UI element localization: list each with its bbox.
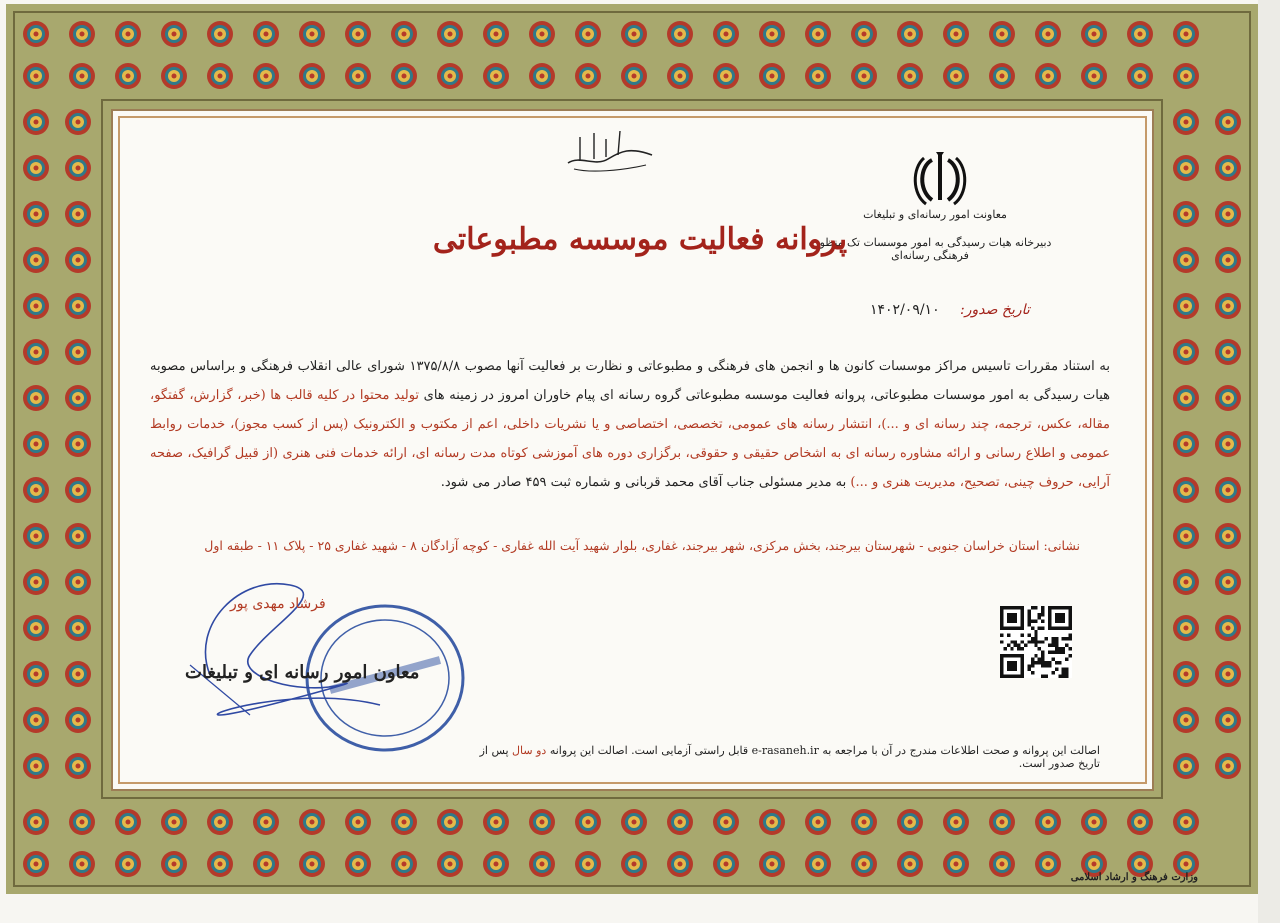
border-flower-ornament	[1173, 201, 1199, 227]
border-flower-ornament	[1173, 809, 1199, 835]
border-flower-ornament	[207, 21, 233, 47]
border-flower-ornament	[621, 21, 647, 47]
border-flower-ornament	[1173, 753, 1199, 779]
border-flower-ornament	[69, 21, 95, 47]
border-flower-ornament	[253, 63, 279, 89]
border-flower-ornament	[1081, 21, 1107, 47]
border-flower-ornament	[23, 431, 49, 457]
footer-note-part-3: پس از تاریخ صدور است.	[479, 744, 1100, 770]
border-flower-ornament	[23, 477, 49, 503]
border-flower-ornament	[69, 809, 95, 835]
border-flower-ornament	[23, 661, 49, 687]
border-flower-ornament	[1173, 339, 1199, 365]
issue-date-value: ۱۴۰۲/۰۹/۱۰	[870, 302, 940, 318]
border-flower-ornament	[529, 851, 555, 877]
border-flower-ornament	[1127, 809, 1153, 835]
footer-site-link[interactable]: e-rasaneh.ir	[751, 744, 819, 757]
border-flower-ornament	[65, 201, 91, 227]
border-flower-ornament	[253, 809, 279, 835]
border-flower-ornament	[207, 63, 233, 89]
border-flower-ornament	[759, 21, 785, 47]
border-flower-ornament	[1173, 707, 1199, 733]
border-flower-ornament	[805, 21, 831, 47]
border-flower-ornament	[115, 63, 141, 89]
border-flower-ornament	[299, 851, 325, 877]
border-flower-ornament	[437, 21, 463, 47]
signer-name: فرشاد مهدی پور	[230, 596, 326, 612]
border-flower-ornament	[115, 21, 141, 47]
border-flower-ornament	[943, 63, 969, 89]
certificate-title: پروانه فعالیت موسسه مطبوعاتی	[432, 222, 848, 257]
border-flower-ornament	[897, 21, 923, 47]
body-part-2: تولید محتوا در کلیه قالب ها (خبر، گزارش، گفتگو، مقاله، عکس، ترجمه، چند رسانه ای و ...)، انتشار رسانه های عمومی، تخصصی، اختصاصی و یا نشریات داخلی، اعم از مکتوب و الکترونیک (پس از کسب مجوز)، خدمات روابط عمومی و اطلاع رسانی و ارائه مشاوره رسانه ای به اشخاص حقیقی و حقوقی، برگزاری دوره های آموزشی کوتاه مدت رسانه ای، ارائه خدمات فنی هنری (از قبیل گرافیک، صفحه آرایی، حروف چینی، تصحیح، مدیریت هنری و ...)	[150, 388, 1110, 490]
border-flower-ornament	[575, 63, 601, 89]
border-flower-ornament	[65, 385, 91, 411]
border-flower-ornament	[23, 809, 49, 835]
border-flower-ornament	[1173, 431, 1199, 457]
border-flower-ornament	[1173, 109, 1199, 135]
border-flower-ornament	[65, 339, 91, 365]
border-flower-ornament	[1215, 247, 1241, 273]
border-flower-ornament	[713, 63, 739, 89]
border-flower-ornament	[65, 431, 91, 457]
border-flower-ornament	[345, 63, 371, 89]
border-flower-ornament	[1173, 385, 1199, 411]
border-flower-ornament	[759, 809, 785, 835]
scan-margin	[1258, 0, 1280, 923]
border-flower-ornament	[1215, 661, 1241, 687]
border-flower-ornament	[1035, 809, 1061, 835]
border-flower-ornament	[667, 21, 693, 47]
border-flower-ornament	[897, 63, 923, 89]
border-flower-ornament	[23, 63, 49, 89]
address-line: نشانی: استان خراسان جنوبی - شهرستان بیرجند، بخش مرکزی، شهر بیرجند، غفاری، بلوار شهید آیت الله غفاری - کوچه آزادگان ۸ - شهید غفاری ۲۵ - پلاک ۱۱ - طبقه اول	[204, 538, 1080, 553]
body-part-1: به استناد مقررات تاسیس مراکز موسسات کانون ها و انجمن های فرهنگی و مطبوعاتی و نظارت بر فعالیت آنها مصوب ۱۳۷۵/۸/۸ شورای عالی انقلاب فرهنگی و براساس مصوبه هیات رسیدگی به امور موسسات مطبوعاتی، پروانه فعالیت موسسه مطبوعاتی گروه رسانه ای پیام خاوران امروز در زمینه های	[150, 359, 1110, 403]
border-flower-ornament	[1173, 523, 1199, 549]
border-flower-ornament	[805, 63, 831, 89]
border-flower-ornament	[759, 63, 785, 89]
certificate-body	[150, 352, 1110, 497]
border-flower-ornament	[65, 293, 91, 319]
border-flower-ornament	[1215, 293, 1241, 319]
border-flower-ornament	[1173, 247, 1199, 273]
border-flower-ornament	[759, 851, 785, 877]
border-flower-ornament	[1173, 155, 1199, 181]
border-flower-ornament	[621, 851, 647, 877]
border-flower-ornament	[1173, 569, 1199, 595]
border-flower-ornament	[851, 809, 877, 835]
border-flower-ornament	[1173, 477, 1199, 503]
border-flower-ornament	[1215, 753, 1241, 779]
border-flower-ornament	[161, 63, 187, 89]
border-flower-ornament	[575, 21, 601, 47]
border-flower-ornament	[23, 753, 49, 779]
border-flower-ornament	[483, 63, 509, 89]
border-flower-ornament	[345, 809, 371, 835]
border-flower-ornament	[69, 63, 95, 89]
border-flower-ornament	[65, 753, 91, 779]
border-flower-ornament	[943, 851, 969, 877]
border-flower-ornament	[253, 21, 279, 47]
signer-title: معاون امور رسانه ای و تبلیغات	[185, 662, 420, 683]
border-flower-ornament	[207, 809, 233, 835]
border-flower-ornament	[207, 851, 233, 877]
border-flower-ornament	[1215, 431, 1241, 457]
border-flower-ornament	[1173, 63, 1199, 89]
border-flower-ornament	[65, 523, 91, 549]
border-flower-ornament	[851, 851, 877, 877]
border-flower-ornament	[65, 615, 91, 641]
border-flower-ornament	[1127, 63, 1153, 89]
border-flower-ornament	[23, 339, 49, 365]
border-flower-ornament	[529, 63, 555, 89]
border-flower-ornament	[989, 809, 1015, 835]
border-flower-ornament	[65, 477, 91, 503]
border-flower-ornament	[65, 109, 91, 135]
border-flower-ornament	[483, 21, 509, 47]
border-flower-ornament	[1173, 293, 1199, 319]
border-flower-ornament	[667, 63, 693, 89]
border-flower-ornament	[437, 851, 463, 877]
border-flower-ornament	[1215, 523, 1241, 549]
border-flower-ornament	[943, 809, 969, 835]
iran-emblem-icon	[908, 150, 972, 210]
border-flower-ornament	[1081, 809, 1107, 835]
qr-code-icon[interactable]	[1000, 606, 1072, 678]
border-flower-ornament	[805, 809, 831, 835]
border-flower-ornament	[1173, 21, 1199, 47]
border-flower-ornament	[299, 63, 325, 89]
footer-note	[455, 744, 1100, 770]
footer-note-part-1: اصالت این پروانه و صحت اطلاعات مندرج در آن با مراجعه به	[822, 744, 1100, 757]
border-flower-ornament	[65, 569, 91, 595]
border-flower-ornament	[621, 809, 647, 835]
border-flower-ornament	[851, 21, 877, 47]
border-flower-ornament	[23, 385, 49, 411]
border-flower-ornament	[65, 661, 91, 687]
border-flower-ornament	[1215, 385, 1241, 411]
border-flower-ornament	[667, 851, 693, 877]
border-flower-ornament	[23, 707, 49, 733]
border-flower-ornament	[23, 293, 49, 319]
body-part-3: به مدیر مسئولی جناب آقای محمد قربانی و شماره ثبت ۴۵۹ صادر می شود.	[440, 475, 847, 490]
border-flower-ornament	[23, 109, 49, 135]
border-flower-ornament	[391, 63, 417, 89]
ministry-label: وزارت فرهنگ و ارشاد اسلامی	[1070, 872, 1198, 883]
border-flower-ornament	[989, 851, 1015, 877]
border-flower-ornament	[23, 21, 49, 47]
border-flower-ornament	[391, 851, 417, 877]
border-flower-ornament	[529, 809, 555, 835]
signature	[180, 565, 440, 725]
border-flower-ornament	[65, 707, 91, 733]
bismillah-calligraphy	[560, 125, 660, 175]
border-flower-ornament	[345, 21, 371, 47]
issue-date-label: تاریخ صدور:	[960, 302, 1030, 318]
border-flower-ornament	[713, 21, 739, 47]
border-flower-ornament	[1127, 21, 1153, 47]
border-flower-ornament	[989, 21, 1015, 47]
border-flower-ornament	[161, 21, 187, 47]
border-flower-ornament	[713, 809, 739, 835]
border-flower-ornament	[483, 809, 509, 835]
border-flower-ornament	[713, 851, 739, 877]
border-flower-ornament	[23, 201, 49, 227]
border-flower-ornament	[943, 21, 969, 47]
footer-validity: دو سال	[512, 744, 547, 757]
border-flower-ornament	[1215, 201, 1241, 227]
border-flower-ornament	[391, 809, 417, 835]
border-flower-ornament	[1215, 109, 1241, 135]
border-flower-ornament	[851, 63, 877, 89]
border-flower-ornament	[299, 21, 325, 47]
border-flower-ornament	[345, 851, 371, 877]
border-flower-ornament	[1173, 615, 1199, 641]
border-flower-ornament	[1215, 477, 1241, 503]
border-flower-ornament	[1215, 615, 1241, 641]
border-flower-ornament	[483, 851, 509, 877]
border-flower-ornament	[23, 615, 49, 641]
border-flower-ornament	[23, 155, 49, 181]
border-flower-ornament	[65, 155, 91, 181]
border-flower-ornament	[897, 851, 923, 877]
border-flower-ornament	[1173, 661, 1199, 687]
border-flower-ornament	[23, 851, 49, 877]
border-flower-ornament	[23, 523, 49, 549]
border-flower-ornament	[253, 851, 279, 877]
border-flower-ornament	[1215, 569, 1241, 595]
border-flower-ornament	[115, 809, 141, 835]
org-line-2: دبیرخانه هیات رسیدگی به امور موسسات تک منظوره فرهنگی رسانه‌ای	[808, 236, 1052, 262]
border-flower-ornament	[69, 851, 95, 877]
border-flower-ornament	[667, 809, 693, 835]
org-line-1: معاونت امور رسانه‌ای و تبلیغات	[863, 208, 1007, 221]
border-flower-ornament	[989, 63, 1015, 89]
border-flower-ornament	[575, 809, 601, 835]
border-flower-ornament	[23, 247, 49, 273]
border-flower-ornament	[299, 809, 325, 835]
border-flower-ornament	[621, 63, 647, 89]
border-flower-ornament	[1215, 707, 1241, 733]
border-flower-ornament	[437, 809, 463, 835]
border-flower-ornament	[1081, 63, 1107, 89]
border-flower-ornament	[161, 851, 187, 877]
border-flower-ornament	[437, 63, 463, 89]
border-flower-ornament	[161, 809, 187, 835]
border-flower-ornament	[65, 247, 91, 273]
border-flower-ornament	[115, 851, 141, 877]
border-flower-ornament	[391, 21, 417, 47]
border-flower-ornament	[897, 809, 923, 835]
border-flower-ornament	[23, 569, 49, 595]
border-flower-ornament	[1035, 63, 1061, 89]
footer-note-part-2: قابل راستی آزمایی است. اصالت این پروانه	[549, 744, 749, 757]
border-flower-ornament	[805, 851, 831, 877]
border-flower-ornament	[1035, 21, 1061, 47]
border-flower-ornament	[1215, 339, 1241, 365]
border-flower-ornament	[529, 21, 555, 47]
border-flower-ornament	[1215, 155, 1241, 181]
border-flower-ornament	[575, 851, 601, 877]
